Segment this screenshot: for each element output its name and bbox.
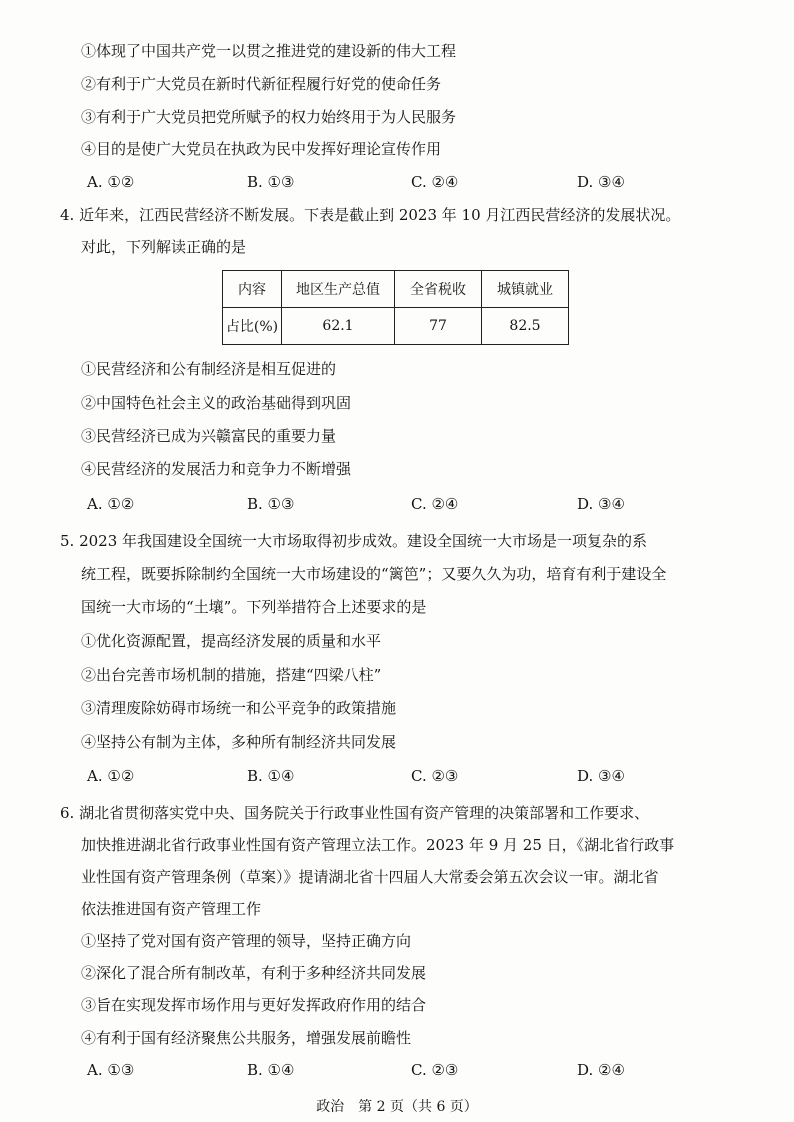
q5-stem-line-2: 统工程，既要拆除制约全国统一大市场建设的“篱笆”；又要久久为功，培育有利于建设全	[81, 565, 667, 583]
table-header-cell: 城镇就业	[482, 271, 569, 308]
q5-option-4: ④坚持公有制为主体，多种所有制经济共同发展	[81, 733, 397, 751]
q6-option-2: ②深化了混合所有制改革，有利于多种经济共同发展	[81, 964, 427, 982]
q4-stem-line-2: 对此，下列解读正确的是	[81, 238, 247, 256]
q4-option-2: ②中国特色社会主义的政治基础得到巩固	[81, 394, 352, 412]
q6-option-3: ③旨在实现发挥市场作用与更好发挥政府作用的结合	[81, 996, 427, 1014]
q6-option-1: ①坚持了党对国有资产管理的领导，坚持正确方向	[81, 932, 412, 950]
q5-stem-line-1: 5. 2023 年我国建设全国统一大市场取得初步成效。建设全国统一大市场是一项复杂的系	[60, 532, 648, 550]
q6-stem-line-3: 业性国有资产管理条例（草案）》提请湖北省十四届人大常委会第五次会议一审。湖北省	[81, 868, 659, 886]
q3-choice-d: D. ③④	[577, 173, 625, 191]
q3-choice-a: A. ①②	[87, 173, 135, 191]
table-header-cell: 地区生产总值	[282, 271, 395, 308]
table-row	[223, 308, 569, 345]
table-cell: 77	[395, 308, 482, 345]
q6-choice-a: A. ①③	[87, 1061, 135, 1079]
q4-option-4: ④民营经济的发展活力和竞争力不断增强	[81, 460, 352, 478]
q6-choice-b: B. ①④	[247, 1061, 295, 1079]
table-header-cell: 全省税收	[395, 271, 482, 308]
table-cell: 62.1	[282, 308, 395, 345]
q3-choice-b: B. ①③	[247, 173, 295, 191]
q5-choice-b: B. ①④	[247, 767, 295, 785]
q6-stem-line-2: 加快推进湖北省行政事业性国有资产管理立法工作。2023 年 9 月 25 日，《湖北省行政事	[81, 836, 675, 854]
q4-choice-b: B. ①③	[247, 495, 295, 513]
q5-choice-c: C. ②③	[411, 767, 459, 785]
q5-option-1: ①优化资源配置，提高经济发展的质量和水平	[81, 632, 382, 650]
q5-option-2: ②出台完善市场机制的措施，搭建“四梁八柱”	[81, 666, 382, 684]
q3-option-1: ①体现了中国共产党一以贯之推进党的建设新的伟大工程	[81, 42, 457, 60]
table-header-row	[223, 271, 569, 308]
q5-choice-a: A. ①②	[87, 767, 135, 785]
q4-option-3: ③民营经济已成为兴赣富民的重要力量	[81, 427, 337, 445]
q6-choice-c: C. ②③	[411, 1061, 459, 1079]
q4-choice-a: A. ①②	[87, 495, 135, 513]
q4-stem-line-1: 4. 近年来，江西民营经济不断发展。下表是截止到 2023 年 10 月江西民营经济的发展状况。	[60, 206, 681, 224]
q6-option-4: ④有利于国有经济聚焦公共服务，增强发展前瞻性	[81, 1029, 412, 1047]
table-cell: 82.5	[482, 308, 569, 345]
page-footer: 政治 第 2 页（共 6 页）	[316, 1099, 478, 1115]
q6-stem-line-1: 6. 湖北省贯彻落实党中央、国务院关于行政事业性国有资产管理的决策部署和工作要求、	[60, 804, 650, 822]
q3-option-3: ③有利于广大党员把党所赋予的权力始终用于为人民服务	[81, 108, 457, 126]
q4-choice-d: D. ③④	[577, 495, 625, 513]
q3-option-2: ②有利于广大党员在新时代新征程履行好党的使命任务	[81, 75, 442, 93]
q3-choice-c: C. ②④	[411, 173, 459, 191]
q5-choice-d: D. ③④	[577, 767, 625, 785]
q4-option-1: ①民营经济和公有制经济是相互促进的	[81, 360, 337, 378]
q4-choice-c: C. ②④	[411, 495, 459, 513]
table-cell: 占比(%)	[223, 308, 282, 345]
q5-option-3: ③清理废除妨碍市场统一和公平竞争的政策措施	[81, 699, 397, 717]
q5-stem-line-3: 国统一大市场的“土壤”。下列举措符合上述要求的是	[81, 598, 427, 616]
q4-data-table	[222, 270, 569, 345]
q6-stem-line-4: 依法推进国有资产管理工作	[81, 900, 262, 918]
q6-choice-d: D. ②④	[577, 1061, 625, 1079]
table-header-cell: 内容	[223, 271, 282, 308]
q3-option-4: ④目的是使广大党员在执政为民中发挥好理论宣传作用	[81, 140, 442, 158]
